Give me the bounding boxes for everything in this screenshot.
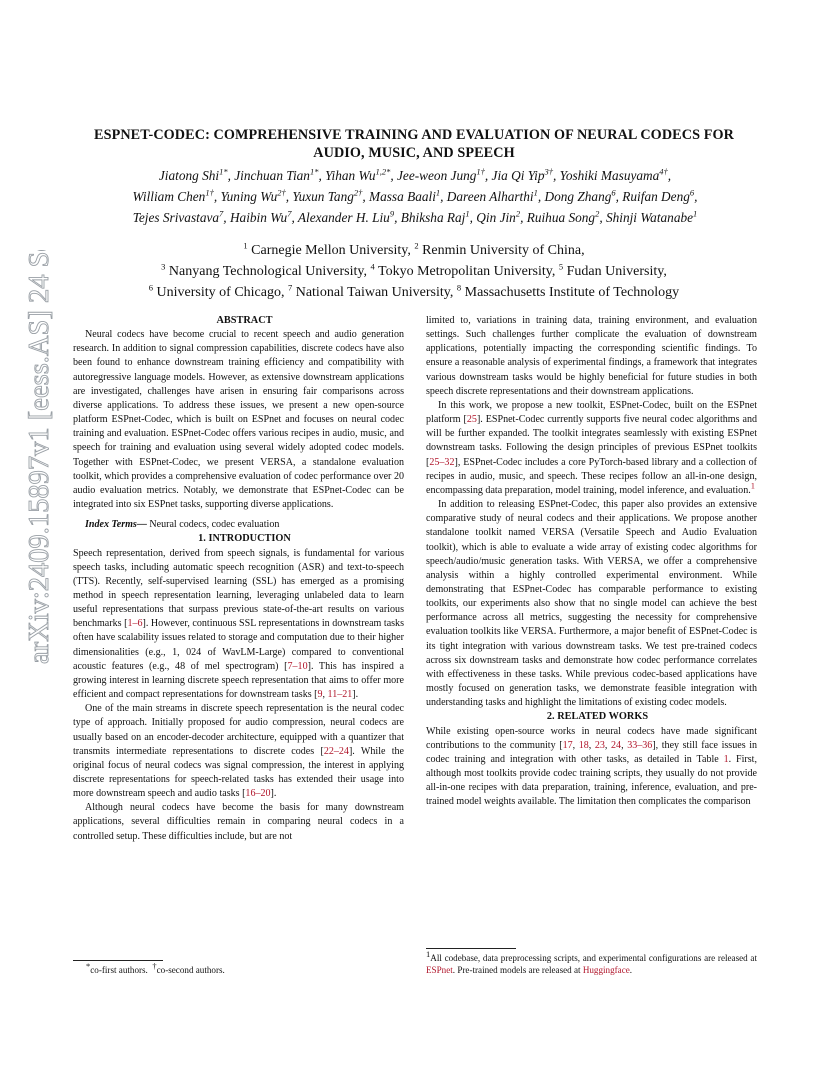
citation-link[interactable]: 1–6: [127, 618, 143, 630]
intro-heading: 1. INTRODUCTION: [198, 533, 291, 545]
intro-paragraph-2: One of the main streams in discrete speech representation is the neural codec type of approach. Initially proposed for audio compression, neural codecs are usually based on an encoder-decoder architecture, equipped with a quantizer that transmits intermediate representations to discrete codes [22–24]. While the original focus of neural codecs was signal compression, the interest in applying discrete representations for speech-related tasks has extended their usage into more downstream speech and audio tasks [16–20].: [73, 703, 404, 800]
intro-paragraph-3: Although neural codecs have become the basis for many downstream applications, several difficulties remain in comparing neural codecs in a controlled setup. These difficulties include, but are not: [73, 802, 404, 842]
author-name: Massa Baali: [369, 189, 436, 204]
author-affiliation-mark: 9: [389, 208, 395, 219]
author-affiliation-mark: 2†: [353, 187, 363, 198]
arxiv-stamp-text: arXiv:2409.15897v1 [eess.AS] 24 Sep 2024: [24, 250, 55, 664]
author-name: Shinji Watanabe: [605, 210, 694, 225]
author-name: Alexander H. Liu: [297, 210, 390, 225]
citation-link[interactable]: 18: [578, 739, 589, 751]
affiliation-line-2: $^3$ Nanyang Technological University, $^4$ Tokyo Metropolitan University, $^5$ Fudan University,: [161, 261, 667, 279]
huggingface-link[interactable]: Huggingface: [582, 965, 630, 975]
author-name: Yoshiki Masuyama: [559, 168, 660, 183]
author-name: Jiatong Shi: [158, 168, 220, 183]
author-name: Yuxun Tang: [292, 189, 354, 204]
author-affiliation-mark: 3†: [544, 166, 553, 177]
author-affiliation-mark: 7: [287, 208, 292, 219]
affiliation: National Taiwan University: [295, 285, 450, 300]
index-terms: [73, 518, 404, 532]
affiliation-line-1: $^1$ Carnegie Mellon University, $^2$ Renmin University of China,: [243, 240, 585, 258]
author-affiliation-mark: 4†: [659, 166, 668, 177]
intro-paragraph-3-continued: limited to, variations in training data, training environment, and evaluation settings. Such challenges further complicate the evaluation of downstream applications, potentially impacting the corresponding scientific findings. To ensure a reasonable analysis of experimental findings, a framework that integrates various downstream tasks would be highly beneficial for future studies in both speech discrete representations and their downstream applications.: [426, 315, 757, 397]
affiliation: Massachusetts Institute of Technology: [464, 285, 680, 300]
intro-paragraph-5: In addition to releasing ESPnet-Codec, this paper also provides an extensive comparative study of neural codecs and their applications. We propose another standalone toolkit named VERSA (Versatile Speech and Audio Evaluation toolkit), which is able to evaluate a wide array of existing codec algorithms for speech/audio/music generation tasks. With VERSA, we offer a comprehensive analysis within a highly controlled experimental environment. While demonstrating that ESPnet-Codec has comparable performance to existing toolkits, our experiments also show that no single model can achieve the best performance across all metrics, suggesting the necessity for comprehensive evaluation toolkits like VERSA. Furthermore, a major benefit of ESPnet-Codec is its tight integration with various downstream tasks. We test pre-trained codecs across six downstream tasks and demonstrate how codec performance correlates with effectiveness in these tasks. While previous codec-based applications have mostly focused on generation tasks, we demonstrate feasible integration with understanding tasks and highlight the limitations of existing codec models.: [426, 499, 757, 709]
author-name: Jee-weon Jung: [397, 168, 477, 183]
citation-link[interactable]: 11–21: [327, 689, 353, 701]
right-column: [426, 314, 757, 809]
index-terms-label: Index Terms—: [85, 519, 147, 531]
arxiv-stamp: [18, 250, 58, 670]
author-affiliation-mark: 1†: [476, 166, 485, 177]
citation-link[interactable]: 25–32: [429, 456, 455, 468]
affiliation: University of Chicago: [156, 285, 281, 300]
abstract-text: Neural codecs have become crucial to recent speech and audio generation research. In addition to signal compression capabilities, discrete codecs have also been found to enhance downstream training efficiency and compatibility with autoregressive language models. However, as extensive downstream applications are investigated, challenges have arisen in ensuring fair comparisons across diverse applications. To address these issues, we present a new open-source platform ESPnet-Codec, which is built on ESPnet and focuses on neural codec training and evaluation. ESPnet-Codec offers various recipes in audio, music, and speech for training and evaluation using several widely adopted codec models. Together with ESPnet-Codec, we present VERSA, a standalone evaluation toolkit, which provides a comprehensive evaluation of codec performance over 20 audio evaluation metrics. Notably, we demonstrate that ESPnet-Codec can be integrated into six ESPnet tasks, supporting diverse applications.: [73, 329, 404, 511]
citation-link[interactable]: 33–36: [627, 739, 653, 751]
affiliation-line-3: $^6$ University of Chicago, $^7$ National Taiwan University, $^8$ Massachusetts Institute of Technology: [148, 282, 680, 300]
table-reference-link[interactable]: 1: [723, 753, 729, 765]
author-affiliation-mark: 1: [435, 187, 441, 198]
author-affiliation-mark: 1: [465, 208, 470, 219]
author-affiliation-mark: 2: [515, 208, 521, 219]
author-name: William Chen: [132, 189, 206, 204]
intro-paragraph-1: Speech representation, derived from speech signals, is fundamental for various speech tasks, including automatic speech recognition (ASR) and text-to-speech (TTS). Recently, self-supervised learning (SSL) has emerged as a promising method in speech representation learning, leveraging unlabeled data to learn useful representations that surpass previous state-of-the-art results on various benchmarks [1–6]. However, continuous SSL representations in downstream tasks often have scalability issues related to storage and computation due to their higher dimensionalities (e.g., 1, 024 of WavLM-Large) compared to conventional acoustic features (e.g., 48 of mel spectrogram) [7–10]. This has inspired a growing interest in learning discrete speech representation that aims to offer more efficient and compact representations for downstream tasks [9, 11–21].: [73, 547, 404, 701]
author-name: Tejes Srivastava: [132, 210, 220, 225]
author-name: Dong Zhang: [544, 189, 612, 204]
affiliation-list: [90, 240, 738, 303]
citation-link[interactable]: 22–24: [323, 745, 349, 757]
affiliation: Nanyang Technological University: [168, 264, 364, 279]
author-affiliation-mark: 6: [689, 187, 695, 198]
citation-link[interactable]: 7–10: [287, 660, 308, 672]
affiliation: Tokyo Metropolitan University: [378, 264, 552, 279]
author-affiliation-mark: 2: [595, 208, 600, 219]
citation-link[interactable]: 9: [317, 689, 323, 701]
affiliation: Carnegie Mellon University: [251, 243, 408, 258]
author-affiliation-mark: 1: [533, 187, 538, 198]
author-name: Bhiksha Raj: [400, 210, 466, 225]
citation-link[interactable]: 23: [594, 739, 605, 751]
index-terms-text: Neural codecs, codec evaluation: [149, 519, 280, 531]
citation-link[interactable]: 25: [466, 414, 477, 426]
footnote-left: *co-first authors. †co-second authors.: [86, 960, 225, 975]
author-name: Jia Qi Yip: [491, 168, 545, 183]
related-paragraph-1: While existing open-source works in neural codecs have made significant contributions to the community [17, 18, 23, 24, 33–36], they still face issues in codec training and integration with other tasks, as detailed in Table 1. First, although most toolkits provide codec training scripts, they usually do not provide all-in-one recipes with data preparation, training, inference, evaluation, and pre-trained model weights available. The limitation then complicates the comparison: [426, 725, 758, 808]
footnote-right: $^1$All codebase, data preprocessing scripts, and experimental configurations are released at ESPnet. Pre-trained models are released at Huggingface.: [426, 948, 757, 975]
citation-link[interactable]: 17: [562, 739, 573, 751]
author-affiliation-mark: 1,2*: [375, 166, 391, 177]
footnote-marker[interactable]: 1: [750, 480, 755, 491]
affiliation: Renmin University of China: [422, 243, 582, 258]
author-affiliation-mark: 6: [611, 187, 616, 198]
abstract-heading: ABSTRACT: [216, 315, 273, 326]
author-name: Haibin Wu: [229, 210, 288, 225]
author-name: Jinchuan Tian: [234, 168, 310, 183]
left-column: [73, 314, 404, 844]
affiliation: Fudan University: [566, 264, 664, 279]
author-affiliation-mark: 1*: [309, 166, 319, 177]
espnet-link[interactable]: ESPnet: [426, 965, 453, 975]
citation-link[interactable]: 16–20: [245, 788, 271, 800]
author-affiliation-mark: 7: [219, 208, 224, 219]
author-name: Dareen Alharthi: [446, 189, 534, 204]
author-affiliation-mark: 1*: [219, 166, 228, 177]
author-name: Yihan Wu: [325, 168, 376, 183]
citation-link[interactable]: 24: [611, 739, 622, 751]
author-name: Qin Jin: [476, 210, 516, 225]
footnote-rule-right: [426, 948, 516, 949]
author-name: Ruifan Deng: [622, 189, 690, 204]
author-list: Jiatong Shi$^{1*}$, Jinchuan Tian$^{1*}$, Yihan $Wu^{1,2*}$, Jee-weon Jung$^{1\dagger}$, Jia Qi Yip$^{3\dagger}$, Yoshiki Masuyama$^{4\dagger}$, William Chen$^{1\dagger}$, Yuning $Wu^{2\dagger}$, Yuxun Tang$^{2\dagger}$, Massa Baali$^1$, Dareen Alharthi$^1$, Dong Zhang$^6$, Ruifan Deng$^6$, Tejes Srivastava$^7$, Haibin Wu$^7$, Alexander H. Liu$^9$, Bhiksha Raj$^1$, Qin Jin$^2$, Ruihua Song$^2$, Shinji Watanabe$^1$: [132, 166, 698, 225]
author-name: Yuning Wu: [220, 189, 278, 204]
author-affiliation-mark: 2†: [277, 187, 286, 198]
intro-paragraph-4: In this work, we propose a new toolkit, ESPnet-Codec, built on the ESPnet platform [25]. ESPnet-Codec currently supports five neural codec algorithms and will be further expanded. The toolkit integrates seamlessly with existing ESPnet downstream tasks. Following the design principles of previous ESPnet toolkits [25–32], ESPnet-Codec includes a core PyTorch-based library and a collection of recipes in audio, music, and speech. These recipes follow an all-in-one design, encompassing data preparation, model training, model inference, and evaluation.$^1$: [426, 399, 757, 496]
author-affiliation-mark: 1†: [205, 187, 214, 198]
related-works-heading: 2. RELATED WORKS: [546, 711, 649, 723]
author-name: Ruihua Song: [526, 210, 596, 225]
author-affiliation-mark: 1: [693, 208, 698, 219]
paper-title: ESPNET-CODEC: COMPREHENSIVE TRAINING AND EVALUATION OF NEURAL CODECS FOR AUDIO, MUSIC, AND SPEECH: [94, 127, 734, 161]
